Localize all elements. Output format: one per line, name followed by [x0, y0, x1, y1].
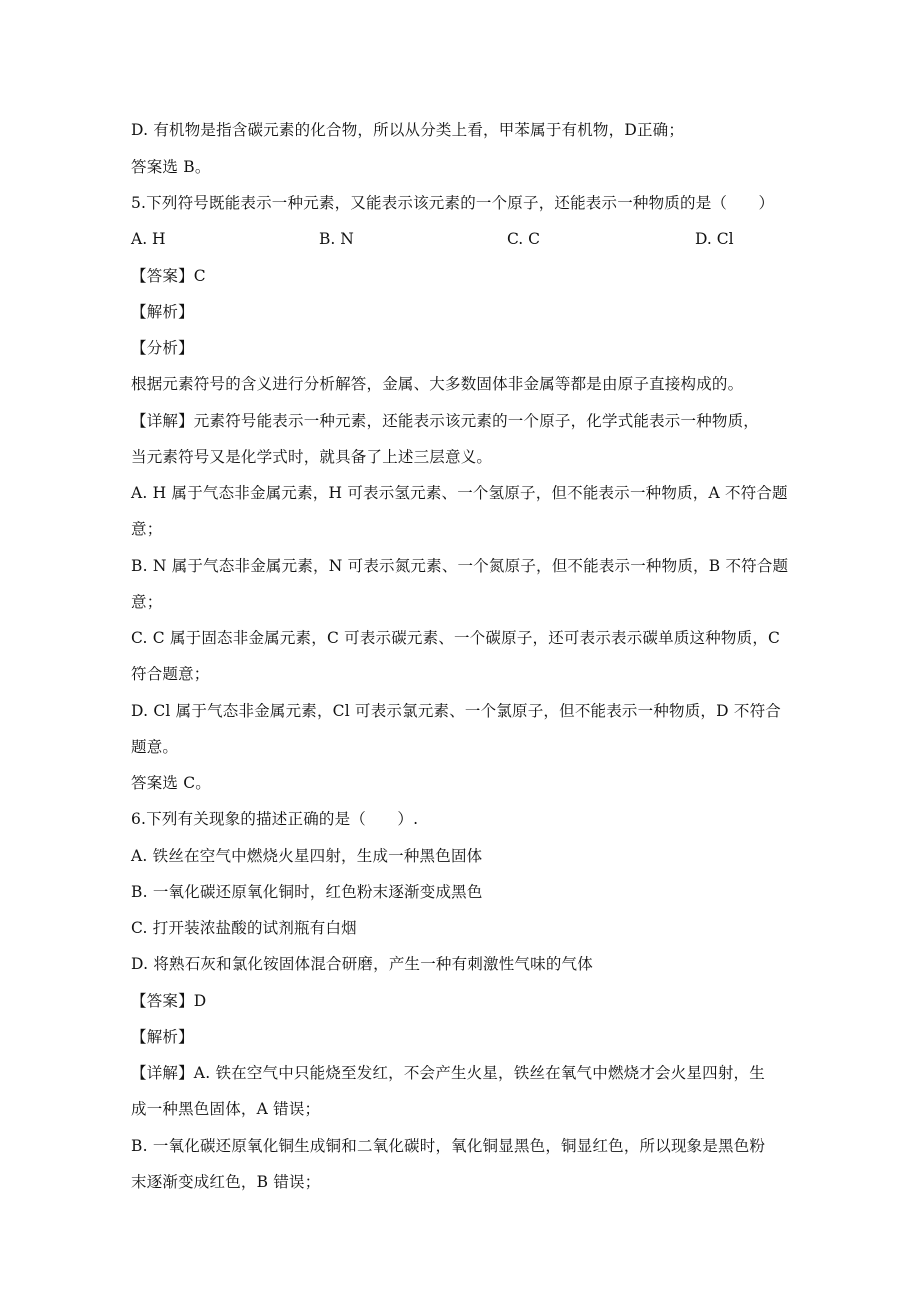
text-line: A. H 属于气态非金属元素，H 可表示氢元素、一个氢原子，但不能表示一种物质，A 不符合题 [131, 484, 788, 502]
analysis-label: 【解析】 [131, 303, 194, 321]
text-line: 当元素符号又是化学式时，就具备了上述三层意义。 [131, 448, 493, 466]
text-line: B. N 属于气态非金属元素，N 可表示氮元素、一个氮原子，但不能表示一种物质，B 不符合题 [131, 557, 789, 575]
question-6-stem: 6.下列有关现象的描述正确的是（ ）. [131, 810, 419, 828]
text-line: 答案选 B。 [131, 158, 211, 176]
q5-option-d: D. Cl [695, 230, 734, 248]
text-line: 末逐渐变成红色，B 错误； [131, 1173, 321, 1191]
text-line: 符合题意； [131, 665, 210, 683]
text-line: D. Cl 属于气态非金属元素，Cl 可表示氯元素、一个氯原子，但不能表示一种物质，D 不符合 [131, 702, 781, 720]
detail-line: 【详解】A. 铁在空气中只能烧至发红，不会产生火星，铁丝在氧气中燃烧才会火星四射，生 [131, 1064, 765, 1082]
q5-option-c: C. C [507, 230, 541, 248]
answer-label: 【答案】C [131, 267, 206, 285]
q5-option-b: B. N [319, 230, 354, 248]
text-line: D. 有机物是指含碳元素的化合物，所以从分类上看，甲苯属于有机物，D正确； [131, 121, 685, 139]
detail-line: 【详解】元素符号能表示一种元素，还能表示该元素的一个原子，化学式能表示一种物质， [131, 412, 760, 430]
text-line: 意； [131, 520, 163, 538]
q5-option-a: A. H [131, 230, 166, 248]
text-line: 意； [131, 593, 163, 611]
analysis-label: 【解析】 [131, 1028, 194, 1046]
q6-option-a: A. 铁丝在空气中燃烧火星四射，生成一种黑色固体 [131, 847, 483, 865]
text-line: C. C 属于固态非金属元素，C 可表示碳元素、一个碳原子，还可表示表示碳单质这种物质，C [131, 629, 781, 647]
text-line: B. 一氧化碳还原氧化铜生成铜和二氧化碳时，氧化铜显黑色，铜显红色，所以现象是黑色粉 [131, 1137, 766, 1155]
fenxi-label: 【分析】 [131, 339, 194, 357]
answer-label: 【答案】D [131, 992, 207, 1010]
q6-option-c: C. 打开装浓盐酸的试剂瓶有白烟 [131, 919, 357, 937]
q6-option-b: B. 一氧化碳还原氧化铜时，红色粉末逐渐变成黑色 [131, 883, 483, 901]
text-line: 答案选 C。 [131, 774, 211, 792]
q6-option-d: D. 将熟石灰和氯化铵固体混合研磨，产生一种有刺激性气味的气体 [131, 955, 593, 973]
text-line: 题意。 [131, 738, 179, 756]
question-5-stem: 5.下列符号既能表示一种元素，又能表示该元素的一个原子，还能表示一种物质的是（ ） [131, 194, 775, 212]
text-line: 成一种黑色固体，A 错误； [131, 1100, 321, 1118]
text-line: 根据元素符号的含义进行分析解答，金属、大多数固体非金属等都是由原子直接构成的。 [131, 375, 744, 393]
